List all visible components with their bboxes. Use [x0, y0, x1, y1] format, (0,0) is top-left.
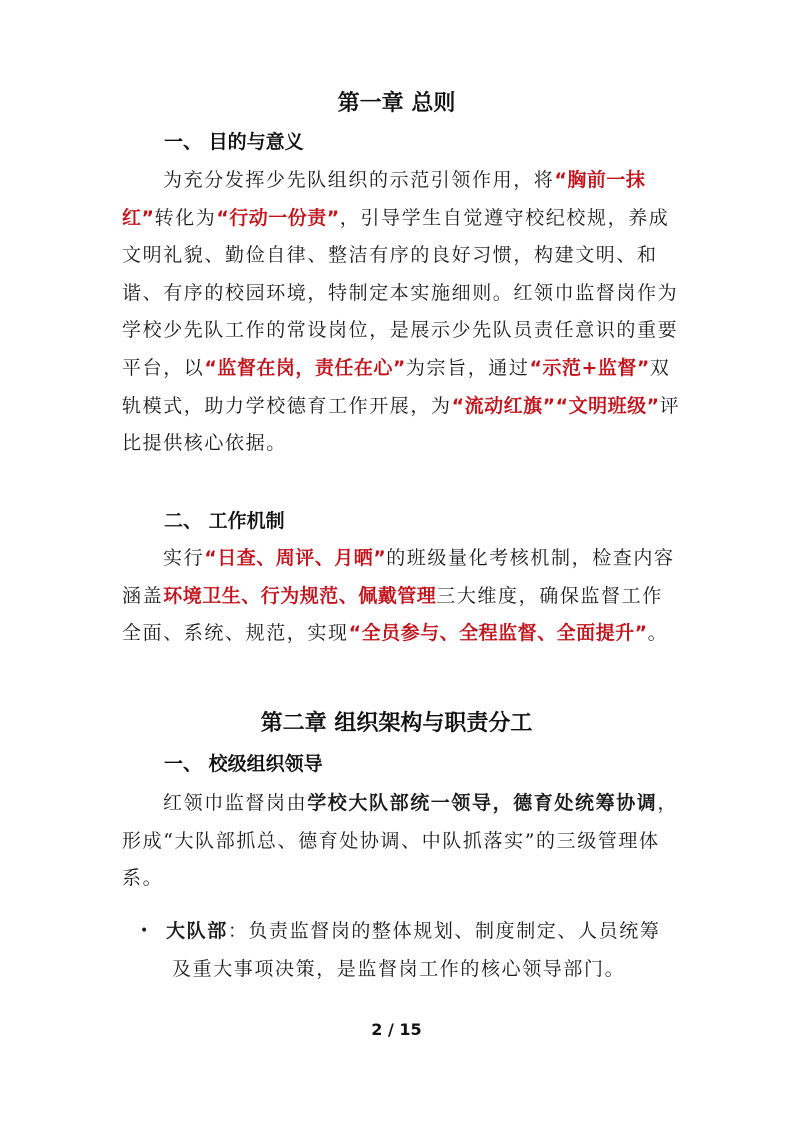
highlight-text: “日查、周评、月晒”	[204, 547, 387, 569]
section-1-heading: 一、 目的与意义	[164, 131, 304, 153]
highlight-text: “全员参与、全程监督、全面提升”	[348, 622, 648, 645]
chapter-2-title: 第二章 组织架构与职责分工	[260, 711, 533, 736]
body-text: ，形成“大队部抓总、德育处协调、中队抓落实”的三级管理体系。	[122, 792, 679, 890]
section-2-paragraph	[122, 540, 682, 653]
bold-text: 学校大队部统一领导，德育处统筹协调	[307, 792, 658, 814]
section-1-paragraph	[122, 162, 682, 463]
page-number: 2 / 15	[371, 1020, 422, 1039]
bullet-text	[166, 913, 685, 988]
highlight-text: “流动红旗”	[451, 394, 556, 417]
body-text: 转化为	[154, 206, 217, 229]
body-text: 为宗旨，通过	[405, 356, 530, 379]
body-text: 。	[647, 622, 669, 645]
highlight-text: “胸前一抹红”	[122, 169, 646, 229]
body-text: 为充分发挥少先队组织的示范引领作用，将	[163, 169, 555, 191]
section-2-heading: 二、 工作机制	[164, 510, 285, 532]
highlight-text: “文明班级”	[555, 394, 660, 417]
highlight-text: “行动一份责”	[216, 206, 340, 229]
bullet-line-2: 及重大事项决策，是监督岗工作的核心领导部门。	[172, 957, 626, 980]
chapter-2-section-1-paragraph	[122, 785, 682, 898]
body-text: 评比提供核心依据。	[122, 394, 681, 455]
body-text: 实行	[163, 547, 205, 569]
body-text: 红领巾监督岗由	[163, 792, 308, 814]
bullet-dot-icon: •	[140, 923, 150, 939]
chapter-1-title: 第一章 总则	[337, 91, 456, 116]
body-text: ，引导学生自觉遵守校纪校规，养成文明礼貌、勤俭自律、整洁有序的良好习惯，构建文明、和谐、有序的校园环境，特制定本实施细则。红领巾监督岗作为学校少先队工作的常设岗位，是展示少先队员责任意识的重要平台，以	[122, 206, 679, 379]
bullet-item-dadui	[140, 913, 685, 988]
highlight-text: “监督在岗，责任在心”	[204, 356, 406, 379]
body-text: 三大维度，确保监督工作全面、系统、规范，实现	[122, 584, 663, 645]
body-text: 双轨模式，助力学校德育工作开展，为	[122, 356, 671, 417]
body-text: 的班级量化考核机制，检查内容涵盖	[122, 547, 675, 607]
highlight-text: “示范+监督”	[529, 356, 650, 379]
bullet-line-1: ：负责监督岗的整体规划、制度制定、人员统筹	[227, 920, 661, 942]
bullet-label: 大队部	[166, 920, 228, 942]
chapter-2-section-1-heading: 一、 校级组织领导	[164, 753, 323, 775]
highlight-text: 环境卫生、行为规范、佩戴管理	[163, 584, 437, 607]
